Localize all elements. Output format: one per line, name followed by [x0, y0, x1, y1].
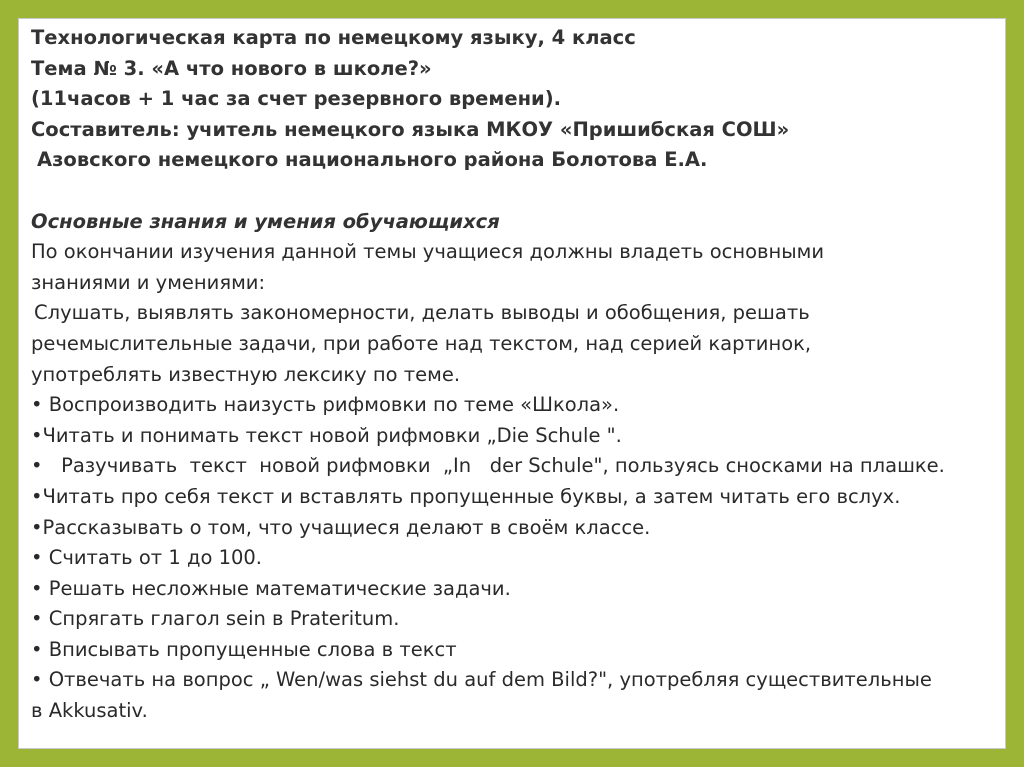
intro-text: знаниями и умениями: — [31, 270, 266, 294]
topic-line: Тема № 3. «А что нового в школе?» — [31, 56, 432, 80]
skills-paragraph: речемыслительные задачи, при работе над текстом, над серией картинок, — [31, 331, 812, 355]
bullet-item: • Воспроизводить наизусть рифмовки по теме «Школа». — [31, 393, 620, 417]
blank-line — [31, 176, 995, 207]
bullet-item: • Вписывать пропущенные слова в текст — [31, 637, 457, 661]
skills-paragraph: употреблять известную лексику по теме. — [31, 362, 461, 386]
bullet-continuation: в Akkusativ. — [31, 699, 148, 723]
section-heading: Основные знания и умения обучающихся — [31, 209, 500, 233]
skills-paragraph: Слушать, выявлять закономерности, делать выводы и обобщения, решать — [34, 301, 810, 325]
document-title: Технологическая карта по немецкому языку, 4 класс — [31, 26, 636, 49]
bullet-item: •Читать и понимать текст новой рифмовки „Die Schule ". — [31, 423, 622, 447]
bullet-item: • Спрягать глагол sein в Prateritum. — [31, 607, 400, 631]
bullet-item: • Отвечать на вопрос „ Wen/was siehst du auf dem Bild?", употребляя существительные — [31, 668, 932, 692]
bullet-item: • Решать несложные математические задачи. — [31, 576, 511, 600]
district-line: Азовского немецкого национального района Болотова Е.А. — [37, 148, 708, 172]
hours-line: (11часов + 1 час за счет резервного времени). — [31, 87, 562, 111]
document-body — [31, 23, 995, 727]
slide-page — [18, 18, 1006, 749]
intro-text: По окончании изучения данной темы учащиеся должны владеть основными — [31, 240, 825, 264]
bullet-item: • Разучивать текст новой рифмовки „In der Schule", пользуясь сносками на плашке. — [31, 454, 945, 478]
author-line: Составитель: учитель немецкого языка МКОУ «Пришибская СОШ» — [31, 117, 790, 141]
bullet-item: •Читать про себя текст и вставлять пропущенные буквы, а затем читать его вслух. — [31, 484, 901, 508]
bullet-item: • Считать от 1 до 100. — [31, 546, 262, 570]
bullet-item: •Рассказывать о том, что учащиеся делают в своём классе. — [31, 515, 651, 539]
